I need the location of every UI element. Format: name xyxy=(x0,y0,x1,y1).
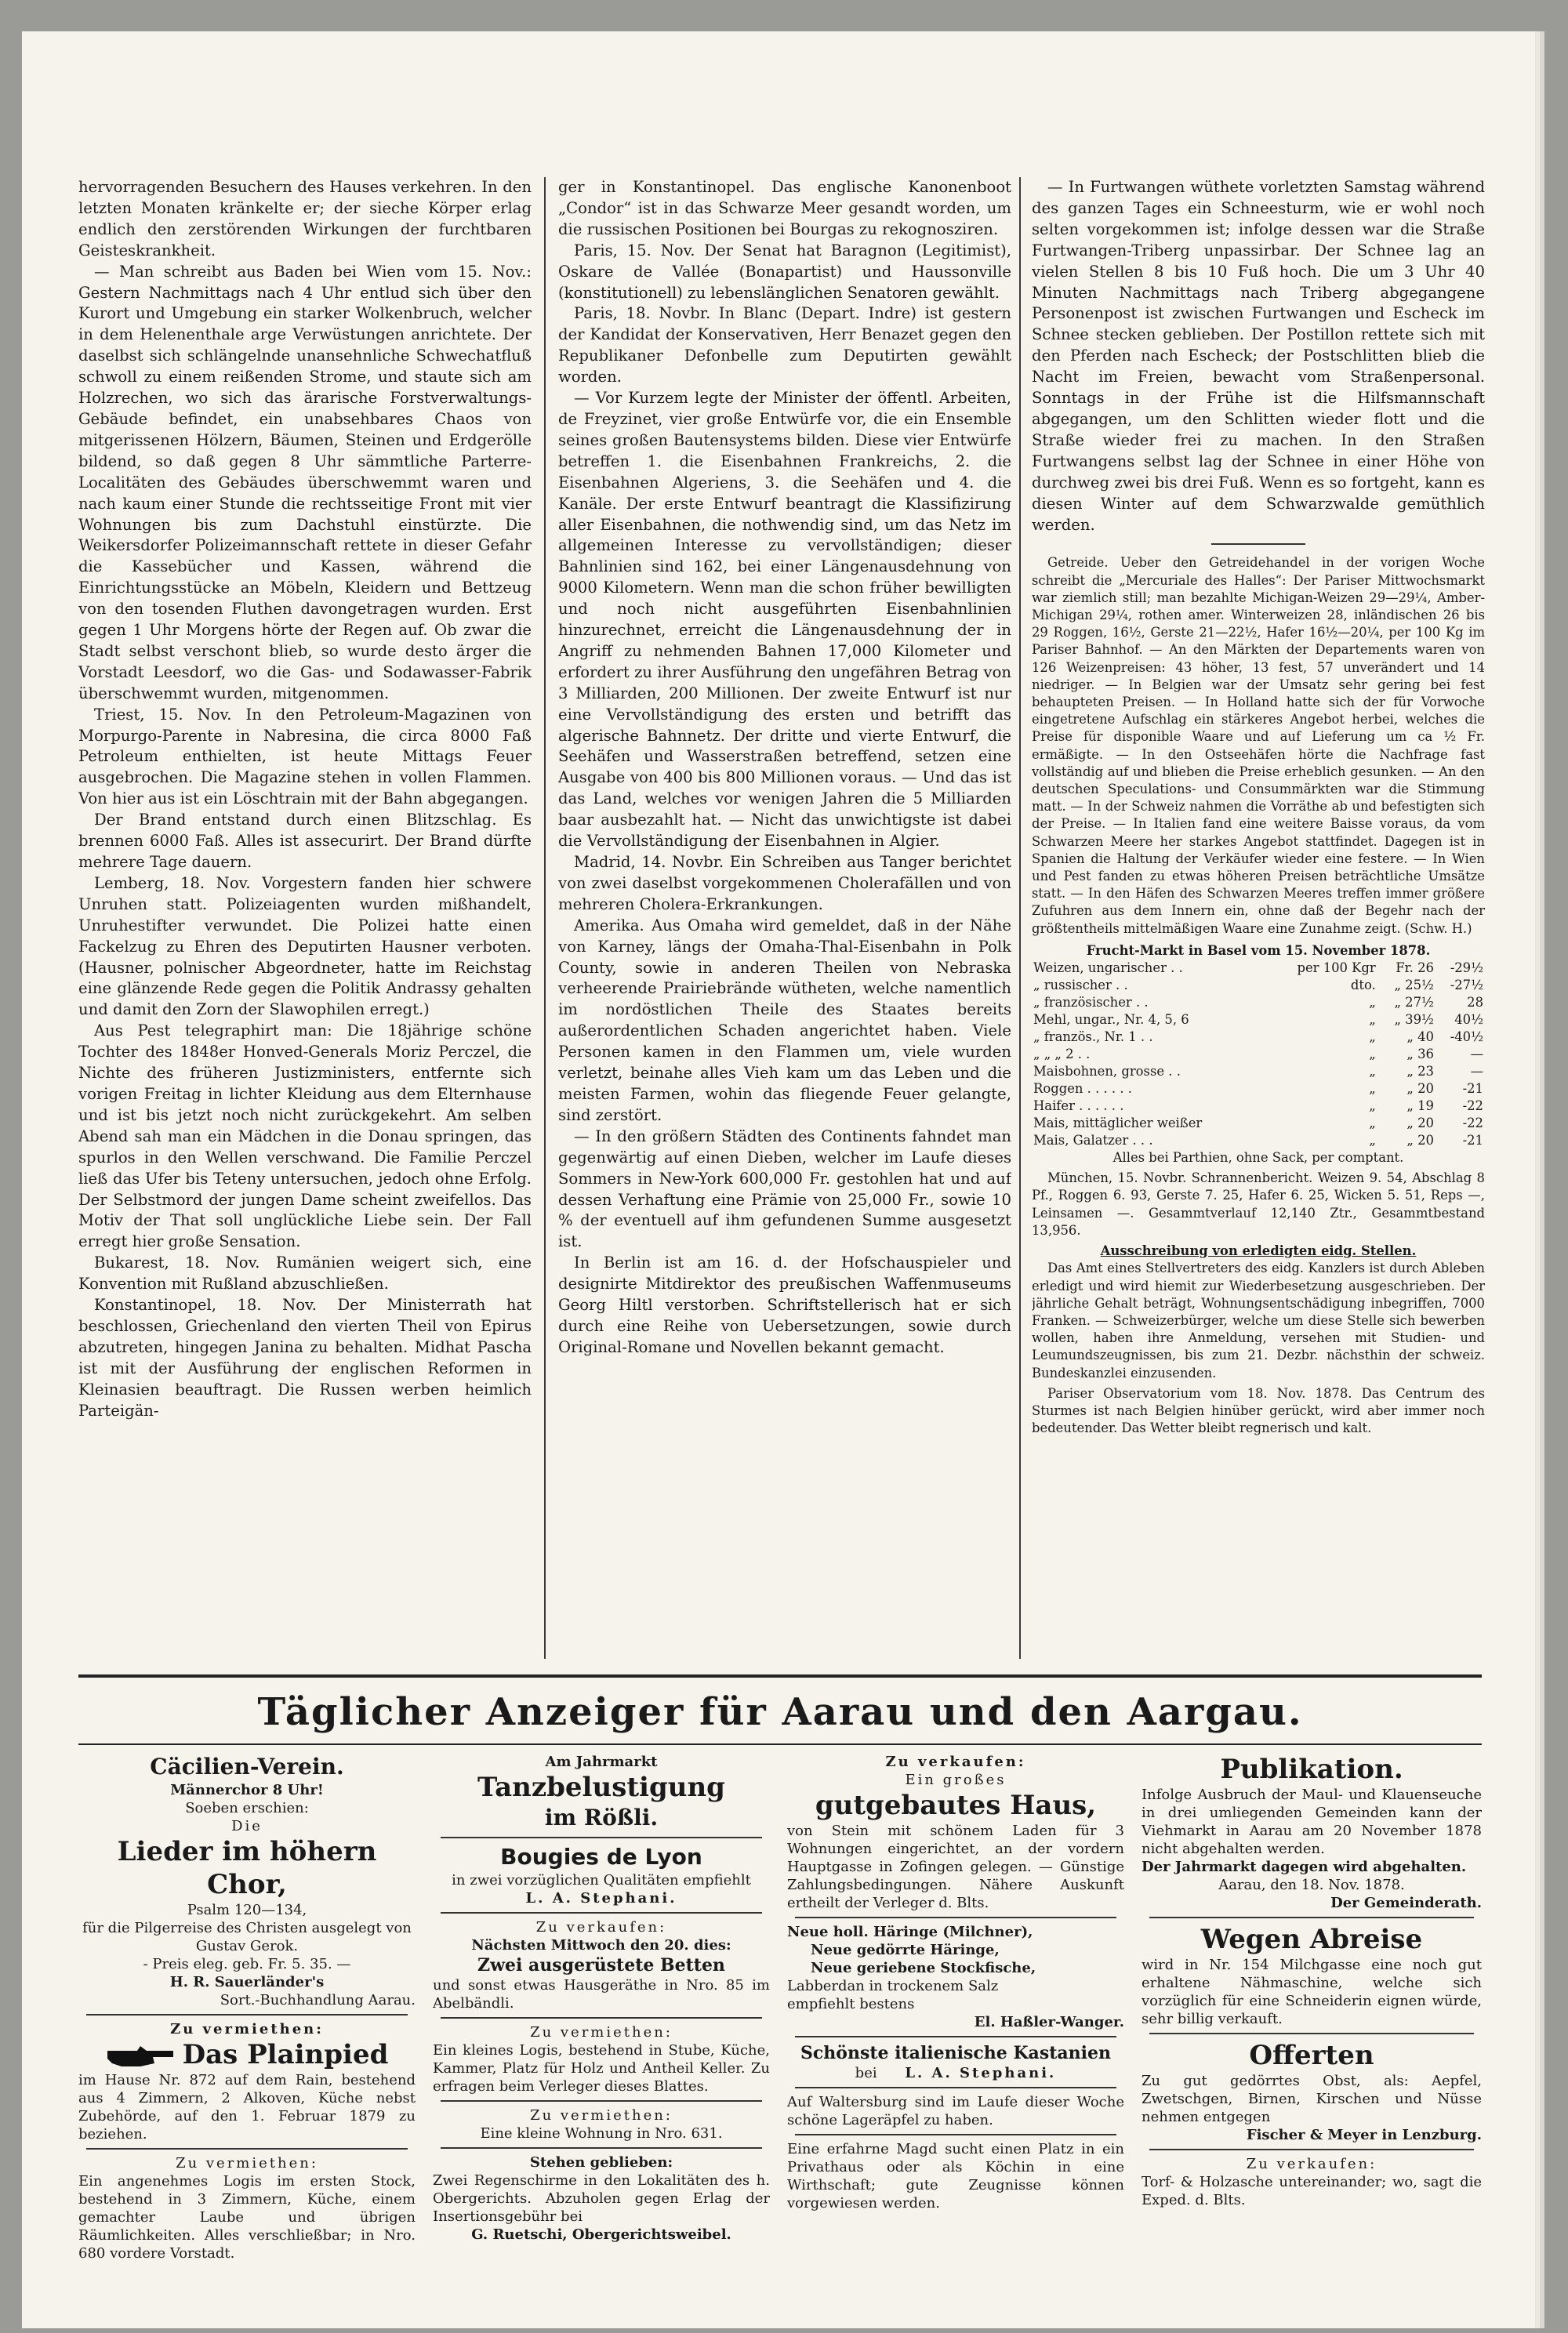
ad-title: Publikation. xyxy=(1220,1754,1403,1785)
market-cell: 40½ xyxy=(1454,1012,1483,1028)
ad-bougies xyxy=(433,1843,770,1907)
ads-column-4 xyxy=(1142,1753,1482,2317)
advertiser-banner: Täglicher Anzeiger für Aarau und den Aargau. xyxy=(257,1690,1303,1734)
col2-paragraph: Madrid, 14. Novbr. Ein Schreiben aus Tanger berichtet von zwei daselbst vorgekommenen Cholerafällen und von mehreren Cholera-Erkrankungen. xyxy=(558,853,1011,913)
ad-title: Wegen Abreise xyxy=(1200,1924,1423,1955)
munich-report: München, 15. Novbr. Schrannenbericht. Weizen 9. 54, Abschlag 8 Pf., Roggen 6. 93, Gerste 7. 25, Hafer 6. 25, Wicken 5. 51, Reps —, Leinsamen —. Gesammtverlauf 12,140 Ztr., Gesammtbestand 13,956. xyxy=(1032,1170,1485,1238)
market-cell: — xyxy=(1470,1064,1483,1079)
market-cell: Weizen, ungarischer . . xyxy=(1033,960,1183,976)
market-table-title: Frucht-Markt in Basel vom 15. November 1878. xyxy=(1086,942,1431,958)
ad-wohnung xyxy=(433,2106,770,2143)
market-cell: -21 xyxy=(1462,1133,1483,1148)
ad-date: Aarau, den 18. Nov. 1878. xyxy=(1218,1877,1405,1893)
ad-line: bei xyxy=(855,2065,877,2081)
market-cell: „ xyxy=(1369,1116,1376,1131)
ad-plainpied xyxy=(78,2020,416,2143)
ad-title: Offerten xyxy=(1249,2040,1374,2071)
newspaper-page xyxy=(22,31,1535,2328)
ad-body: Zwei Regenschirme in den Lokalitäten des h. Obergerichts. Abzuholen gegen Erlag der Insertionsgebühr bei xyxy=(433,2172,770,2225)
market-row xyxy=(1032,1046,1485,1063)
col1-paragraph: Lemberg, 18. Nov. Vorgestern fanden hier schwere Unruhen statt. Polizeiagenten wurden mißhandelt, Unruhestifter verwundet. Die Polizei hatte einen Fackelzug zu Ehren des Deputirten Hausner verboten. (Hausner, polnischer Abgeordneter, hatte im Reichstag eine glänzende Rede gegen die Politik Andrassy gehalten und damit den Zorn der Slawophilen erregt.) xyxy=(78,873,532,1019)
ad-offerten xyxy=(1142,2039,1482,2144)
ad-publikation xyxy=(1142,1753,1482,1912)
news-section xyxy=(78,177,1485,1664)
market-cell: „ 20 xyxy=(1406,1116,1434,1131)
ad-divider xyxy=(1149,2033,1474,2034)
market-note: Alles bei Parthien, ohne Sack, per comptant. xyxy=(1112,1150,1404,1166)
ad-title: Cäcilien-Verein. xyxy=(150,1754,344,1780)
ad-caecilien-verein xyxy=(78,1753,416,2009)
ad-body: von Stein mit schönem Laden für 3 Wohnungen eingerichtet, an der vordern Hauptgasse in Zofingen gelegen. — Günstige Zahlungsbedingungen. Nähere Auskunft ertheilt der Verleger d. Blts. xyxy=(787,1823,1124,1911)
market-cell: -22 xyxy=(1462,1098,1483,1114)
news-column-2 xyxy=(558,177,1011,1664)
market-cell: „ xyxy=(1369,1064,1376,1079)
market-cell: Maisbohnen, grosse . . xyxy=(1033,1064,1181,1079)
ad-body: in zwei vorzüglichen Qualitäten empfiehlt xyxy=(452,1872,751,1889)
market-cell: „ xyxy=(1369,1133,1376,1148)
market-cell: Mehl, ungar., Nr. 4, 5, 6 xyxy=(1033,1012,1189,1028)
ad-lageraepfel xyxy=(787,2093,1124,2129)
ad-torfasche xyxy=(1142,2155,1482,2209)
market-cell: „ 36 xyxy=(1406,1047,1434,1062)
ad-magd xyxy=(787,2140,1124,2212)
market-cell: „ französischer . . xyxy=(1033,995,1149,1010)
ad-sign: Fischer & Meyer in Lenzburg. xyxy=(1246,2127,1482,2143)
ad-abreise xyxy=(1142,1923,1482,2028)
market-cell: „ xyxy=(1369,1081,1376,1097)
market-row xyxy=(1032,1098,1485,1115)
ad-divider xyxy=(441,1912,762,1914)
market-row xyxy=(1032,1029,1485,1046)
col1-paragraph: Bukarest, 18. Nov. Rumänien weigert sich, eine Konvention mit Rußland abzuschließen. xyxy=(78,1254,532,1293)
ad-line: Nächsten Mittwoch den 20. dies: xyxy=(471,1937,731,1954)
ad-body: Ein kleines Logis, bestehend in Stube, Küche, Kammer, Platz für Holz und Antheil Keller. Zu erfragen beim Verleger dieses Blattes. xyxy=(433,2042,770,2095)
market-row xyxy=(1032,977,1485,994)
ad-sign: L. A. Stephani. xyxy=(905,2065,1057,2081)
ad-body: Eine kleine Wohnung in Nro. 631. xyxy=(480,2125,723,2142)
ad-divider xyxy=(441,2017,762,2019)
ad-line: Sort.-Buchhandlung Aarau. xyxy=(220,1992,416,2008)
ad-body: Auf Waltersburg sind im Laufe dieser Woche schöne Lageräpfel zu haben. xyxy=(787,2094,1124,2128)
section-rule xyxy=(78,1743,1482,1745)
ads-column-1 xyxy=(78,1753,416,2317)
job-notice: Das Amt eines Stellvertreters des eidg. Kanzlers ist durch Ableben erledigt und wird hiemit zur Wiederbesetzung ausgeschrieben. Der jährliche Gehalt beträgt, Wohnungsentschädigung inbegriffen, 7000 Franken. — Schweizerbürger, welche um diese Stelle sich bewerben wollen, haben ihre Anmeldung, versehen mit Studien- und Leumundszeugnissen, bis zum 21. Dezbr. nächsthin der schweiz. Bundeskanzlei einzusenden. xyxy=(1032,1261,1485,1381)
ad-subtitle: im Rößli. xyxy=(544,1805,659,1830)
col2-paragraph: — Vor Kurzem legte der Minister der öffentl. Arbeiten, de Freyzinet, vier große Entwürfe vor, die ein Ensemble seines großen Bautensystems bilden. Diese vier Entwürfe betreffen 1. die Eisenbahnen Frankreichs, 2. die Eisenbahnen Algeriens, 3. die Seehäfen und 4. die Kanäle. Der erste Entwurf beantragt die Klassifizirung aller Eisenbahnen, die nothwendig sind, um das Netz im allgemeinen Interesse zu vervollständigen; dieser Bahnlinien sind 162, bei einer Längenausdehnung von 9000 Kilometern. Wenn man die schon früher bewilligten und noch nicht ausgeführten Eisenbahnlinien hinzurechnet, erreicht die Längenausdehnung der in Angriff zu nehmenden Bahnen 17,000 Kilometer und erfordert zu ihrer Ausführung den ungefähren Betrag von 3 Milliarden, 200 Millionen. Der zweite Entwurf ist nur eine Vervollständigung des ersten und betrifft das algerische Bahnnetz. Der dritte und vierte Entwurf, die Seehäfen und Wasserstraßen betreffend, setzen eine Ausgabe von 400 bis 800 Millionen voraus. — Und das ist das Land, welches vor wenigen Jahren die 5 Milliarden baar ausbezahlt hat. — Nicht das unwichtigste ist dabei die Vervollständigung der Eisenbahnen in Algier. xyxy=(558,389,1011,851)
ad-head: Zu vermiethen: xyxy=(176,2155,318,2172)
ad-line: für die Pilgerreise des Christen ausgelegt von Gustav Gerok. xyxy=(82,1920,412,1954)
market-cell: „ xyxy=(1369,1012,1376,1028)
ad-divider xyxy=(795,2134,1116,2135)
col1-paragraph: Aus Pest telegraphirt man: Die 18jährige schöne Tochter des 1848er Honved-Generals Moriz Perczel, die Nichte des früheren Justizministers, entfernte sich vorigen Freitag in lichter Kleidung aus dem Elternhause und ist bis jetzt noch nicht zurückgekehrt. Am selben Abend sah man ein Mädchen in die Donau springen, das spurlos in den Wellen verschwand. Die Familie Perczel ließ das Ufer bis Teteny untersuchen, jedoch ohne Erfolg. Der Selbstmord der jungen Dame scheint zweifellos. Das Motiv der That soll unglückliche Liebe sein. Der Fall erregt hier große Sensation. xyxy=(78,1021,532,1251)
market-row xyxy=(1032,1011,1485,1029)
column-rule xyxy=(1019,177,1021,1659)
ad-sign: L. A. Stephani. xyxy=(525,1890,677,1907)
market-cell: „ französ., Nr. 1 . . xyxy=(1033,1029,1153,1045)
ads-column-2 xyxy=(433,1753,770,2317)
ad-head: Zu vermiethen: xyxy=(530,2107,673,2124)
market-row xyxy=(1032,1080,1485,1098)
ad-body: im Hause Nr. 872 auf dem Rain, bestehend aus 4 Zimmern, 2 Alkoven, Küche nebst Zubehörde, auf den 1. Februar 1879 zu beziehen. xyxy=(78,2072,416,2143)
col2-paragraph: — In den größern Städten des Continents fahndet man gegenwärtig auf einen Dieben, welcher im Laufe dieses Sommers in New-York 600,000 Fr. gestohlen hat und auf dessen Verhaftung eine Prämie von 25,000 Fr., sowie 10 % der eventuell auf ihm gefundenen Summe ausgesetzt ist. xyxy=(558,1127,1011,1251)
ad-sign: El. Haßler-Wanger. xyxy=(974,2014,1124,2030)
col3-paragraph: — In Furtwangen wüthete vorletzten Samstag während des ganzen Tages ein Schneesturm, wie er wohl noch selten vorgekommen ist; infolge dessen war die Straße Furtwangen-Triberg unpassirbar. Der Schnee lag an vielen Stellen 8 bis 10 Fuß hoch. Die um 3 Uhr 40 Minuten Nachmittags nach Triberg abgegangene Personenpost ist zwischen Furtwangen und Escheck im Schnee stecken geblieben. Der Postillon rettete sich mit den Pferden nach Escheck; der Postschlitten blieb die Nacht im Freien, bewacht vom Straßenpersonal. Sonntags in der Frühe ist die Hilfsmannschaft abgegangen, um den Schlitten wieder flott und die Straße wieder frei zu machen. In den Straßen Furtwangens selbst lag der Schnee in einer Höhe von durchweg zwei bis drei Fuß. Wenn es so fortgeht, kann es diesen Winter auf dem Schwarzwalde gemüthlich werden. xyxy=(1032,178,1485,534)
market-cell: -27½ xyxy=(1450,978,1483,993)
ad-divider xyxy=(441,1837,762,1838)
ad-head: Zu verkaufen: xyxy=(535,1919,667,1936)
ad-line: Der Jahrmarkt dagegen wird abgehalten. xyxy=(1142,1859,1467,1875)
ad-body: Eine erfahrne Magd sucht einen Platz in ein Privathaus oder als Köchin in eine Wirthschaft; gute Zeugnisse können vorgewiesen werden. xyxy=(787,2141,1124,2211)
market-row xyxy=(1032,1132,1485,1149)
market-row xyxy=(1032,1115,1485,1132)
section-divider xyxy=(1211,543,1305,545)
ads-section xyxy=(78,1753,1482,2322)
ad-title: Bougies de Lyon xyxy=(500,1844,702,1870)
market-cell: „ xyxy=(1369,1098,1376,1114)
grain-report: Getreide. Ueber den Getreidehandel in der vorigen Woche schreibt die „Mercuriale des Halles“: Der Pariser Mittwochsmarkt war ziemlich still; man bezahlte Michigan-Weizen 29—29¼, Amber-Michigan 29¼, rothen amer. Winterweizen 28, inländischen 26 bis 29 Roggen, 16½, Gerste 21—22½, Hafer 16½—20¼, per 100 Kg im Pariser Bahnhof. — An den Märkten der Departements waren von 126 Weizenpreisen: 43 höher, 13 fest, 57 unverändert und 14 niedriger. — In Belgien war der Umsatz sehr gering bei fest behaupteten Preisen. — In Holland hatte sich der für Vorwoche eingetretene Aufschlag ein stärkeres Angebot herbei, welches die Preise für disponible Waare und auf Lieferung um ca ½ Fr. ermäßigte. — In den Ostseehäfen hörte die Nachfrage fast vollständig auf und blieben die Preise erheblich gesunken. — An den deutschen Speculations- und Consummärkten war die Stimmung matt. — In der Schweiz nahmen die Vorräthe ab und befestigten sich der Preise. — In Italien fand eine weitere Baisse voraus, da vom Schwarzen Meere her starkes Angebot stattfindet. Dagegen ist in Spanien die Haltung der Verkäufer wieder eine festere. — In Wien und Pest fanden zu etwas höheren Preisen beträchtliche Umsätze statt. — In den Häfen des Schwarzen Meeres treffen immer größere Zufuhren aus dem Innern ein, ohne daß der Begehr nach der größtentheils mittelmäßigen Waare eine Zunahme zeigt. (Schw. H.) xyxy=(1032,555,1485,936)
ad-book-title: Lieder im höhern Chor, xyxy=(117,1836,377,1900)
ad-haeringe xyxy=(787,1923,1124,2031)
market-cell: — xyxy=(1470,1047,1483,1062)
ad-divider xyxy=(441,2100,762,2102)
ad-line: Labberdan in trockenem Salz xyxy=(787,1978,999,1994)
market-cell: „ xyxy=(1369,1047,1376,1062)
news-column-3 xyxy=(1032,177,1485,1664)
ad-line: Neue geriebene Stockfische, xyxy=(811,1960,1036,1976)
col1-paragraph: — Man schreibt aus Baden bei Wien vom 15. Nov.: Gestern Nachmittags nach 4 Uhr entlud sich über den Kurort und Umgebung ein starker Wolkenbruch, welcher in dem Helenenthale arge Verwüstungen anrichtete. Der daselbst sich schlängelnde unansehnliche Schwechatfluß schwoll zu einem reißenden Strome, und staute sich am Holzrechen, wo sich das ärarische Forstverwaltungs-Gebäude befindet, ein unabsehbares Chaos von mitgerissenen Hölzern, Bäumen, Steinen und Erdgerölle bildend, so daß gegen 8 Uhr sämmtliche Parterre-Localitäten des Gebäudes überschwemmt waren und nach kaum einer Stunde die rechtsseitige Front mit vier Wohnungen bis zum Dachstuhl einstürzte. Die Weikersdorfer Polizeimannschaft rettete in dieser Gefahr die Kassebücher und Kassen, während die Einrichtungsstücke an Möbeln, Kleidern und Bettzeug von den tosenden Fluthen davongetragen wurden. Erst gegen 1 Uhr Morgens hörte der Regen auf. Ob zwar die Stadt selbst verschont blieb, so wurde desto ärger die Vorstadt Leesdorf, wo die Gas- und Sodawasser-Fabrik überschwemmt wurden, mitgenommen. xyxy=(78,262,532,702)
market-cell: „ 27½ xyxy=(1394,995,1434,1010)
market-cell: Fr. 26 xyxy=(1396,960,1434,976)
job-notice-title: Ausschreibung von erledigten eidg. Stellen. xyxy=(1100,1243,1417,1259)
ad-divider xyxy=(795,2087,1116,2088)
ad-body: Infolge Ausbruch der Maul- und Klauenseuche in drei umliegenden Gemeinden kann der Viehmarkt in Aarau am 20 November 1878 nicht abgehalten werden. xyxy=(1142,1787,1482,1857)
ad-head: Zu vermiethen: xyxy=(530,2024,673,2041)
ad-line: Soeben erschien: xyxy=(185,1800,309,1816)
ad-tanzbelustigung xyxy=(433,1753,770,1832)
ad-divider xyxy=(1149,1917,1474,1918)
col1-paragraph: Der Brand entstand durch einen Blitzschlag. Es brennen 6000 Faß. Alles ist assecurirt. Der Brand dürfte mehrere Tage dauern. xyxy=(78,811,532,871)
col1-paragraph: hervorragenden Besuchern des Hauses verkehren. In den letzten Monaten kränkelte er; der sieche Körper erlag endlich den zerstörenden Wirkungen der furchtbaren Geisteskrankheit. xyxy=(78,178,532,259)
ad-line: Psalm 120—134, xyxy=(187,1902,307,1918)
ad-title: Zwei ausgerüstete Betten xyxy=(477,1955,725,1976)
market-cell: Mais, mittäglicher weißer xyxy=(1033,1116,1203,1131)
ad-body: Zu gut gedörrtes Obst, als: Aepfel, Zwetschgen, Birnen, Kirschen und Nüsse nehmen entgegen xyxy=(1142,2073,1482,2125)
market-cell: per 100 Kgr xyxy=(1297,960,1376,976)
market-cell: „ xyxy=(1369,995,1376,1010)
market-cell: „ 39½ xyxy=(1394,1012,1434,1028)
col1-paragraph: Konstantinopel, 18. Nov. Der Ministerrath hat beschlossen, Griechenland den vierten Theil von Epirus abzutreten, hingegen Janina zu behalten. Midhat Pascha ist mit der Ausführung der englischen Reformen in Kleinasien beauftragt. Die Russen werben heimlich Parteigän- xyxy=(78,1296,532,1420)
ad-head: Zu vermiethen: xyxy=(170,2021,324,2037)
ads-column-3 xyxy=(787,1753,1124,2317)
market-cell: Haifer . . . . . . xyxy=(1033,1098,1124,1114)
ad-haus xyxy=(787,1753,1124,1912)
col2-paragraph: Paris, 18. Novbr. In Blanc (Depart. Indre) ist gestern der Kandidat der Konservativen, Herr Benazet gegen den Republikaner Defonbelle zum Deputirten gewählt worden. xyxy=(558,304,1011,386)
market-cell: „ 20 xyxy=(1406,1133,1434,1148)
ad-pre: Am Jahrmarkt xyxy=(545,1754,658,1770)
ad-divider xyxy=(1149,2149,1474,2150)
ad-body: Torf- & Holzasche untereinander; wo, sagt die Exped. d. Blts. xyxy=(1142,2174,1482,2208)
market-cell: 28 xyxy=(1467,995,1483,1010)
ad-divider xyxy=(86,2014,408,2016)
col2-paragraph: ger in Konstantinopel. Das englische Kanonenboot „Condor“ ist in das Schwarze Meer gesandt worden, um die russischen Positionen bei Bourgas zu rekognosziren. xyxy=(558,178,1011,238)
ad-divider xyxy=(86,2148,408,2150)
ad-sign: Der Gemeinderath. xyxy=(1330,1895,1482,1911)
market-row xyxy=(1032,994,1485,1011)
market-row xyxy=(1032,960,1485,977)
col1-paragraph: Triest, 15. Nov. In den Petroleum-Magazinen von Morpurgo-Parente in Nabresina, die circa 8000 Faß Petroleum enthielten, ist heute Mittags Feuer ausgebrochen. Die Magazine stehen in vollen Flammen. Von hier aus ist ein Löschtrain mit der Bahn abgegangen. xyxy=(78,705,532,808)
ad-title: gutgebautes Haus, xyxy=(815,1790,1097,1821)
pointing-hand-icon xyxy=(106,2043,176,2070)
market-cell: Roggen . . . . . . xyxy=(1033,1081,1132,1097)
market-cell: „ 23 xyxy=(1406,1064,1434,1079)
col2-paragraph: Paris, 15. Nov. Der Senat hat Baragnon (Legitimist), Oskare de Vallée (Bonapartist) und Haussonville (konstitutionell) zu lebenslänglichen Senatoren gewählt. xyxy=(558,241,1011,302)
ad-line: - Preis eleg. geb. Fr. 5. 35. — xyxy=(143,1956,351,1972)
ad-line: Ein großes xyxy=(905,1772,1007,1788)
col2-paragraph: Amerika. Aus Omaha wird gemeldet, daß in der Nähe von Karney, längs der Omaha-Thal-Eisenbahn in Polk County, sowie in anderen Theilen von Nebraska verheerende Prairiebrände wütheten, welche namentlich im nordöstlichen Theile des Staates bereits außerordentlichen Schaden angerichtet haben. Viele Personen kamen in den Flammen um, viele wurden verletzt, beinahe alles Vieh kam um das Leben und die meisten Farmen, wohin das fliegende Feuer gelangte, sind zerstört. xyxy=(558,916,1011,1124)
ad-betten xyxy=(433,1918,770,2012)
ad-publisher: H. R. Sauerländer's xyxy=(169,1974,325,1990)
ad-line: Neue gedörrte Häringe, xyxy=(811,1942,1000,1958)
ad-line: Die xyxy=(231,1818,263,1834)
ad-title: Tanzbelustigung xyxy=(477,1772,725,1803)
market-cell: -40½ xyxy=(1450,1029,1483,1045)
ad-line: empfiehlt bestens xyxy=(787,1996,915,2012)
market-cell: „ russischer . . xyxy=(1033,978,1128,993)
ad-logis-1 xyxy=(78,2154,416,2262)
ad-head: Zu verkaufen: xyxy=(885,1754,1026,1770)
news-column-1 xyxy=(78,177,532,1664)
section-rule xyxy=(78,1674,1482,1678)
market-cell: „ 19 xyxy=(1406,1098,1434,1114)
market-cell: -29½ xyxy=(1450,960,1483,976)
ad-title: Das Plainpied xyxy=(182,2039,389,2070)
ad-logis-2 xyxy=(433,2023,770,2095)
market-cell: „ xyxy=(1369,1029,1376,1045)
ad-kastanien xyxy=(787,2042,1124,2082)
ad-divider xyxy=(441,2147,762,2149)
market-cell: Mais, Galatzer . . . xyxy=(1033,1133,1153,1148)
ad-divider xyxy=(795,1917,1116,1918)
weather-report: Pariser Observatorium vom 18. Nov. 1878. Das Centrum des Sturmes ist nach Belgien hinüber gerückt, wird aber immer noch bedeutender. Das Wetter bleibt regnerisch und kalt. xyxy=(1032,1385,1485,1436)
market-cell: „ 40 xyxy=(1406,1029,1434,1045)
market-cell: „ 25½ xyxy=(1394,978,1434,993)
col2-paragraph: In Berlin ist am 16. d. der Hofschauspieler und designirte Mitdirektor des preußischen Waffenmuseums Georg Hiltl verstorben. Schriftstellerisch hat er sich durch eine Reihe von Uebersetzungen, sowie durch Original-Romane und Novellen bekannt gemacht. xyxy=(558,1254,1011,1356)
market-cell: dto. xyxy=(1350,978,1376,993)
ad-line: Neue holl. Häringe (Milchner), xyxy=(787,1924,1033,1940)
market-cell: „ „ „ 2 . . xyxy=(1033,1047,1091,1062)
ad-regenschirme xyxy=(433,2153,770,2244)
column-rule xyxy=(544,177,546,1659)
ad-divider xyxy=(795,2036,1116,2037)
ad-head: Stehen geblieben: xyxy=(529,2154,673,2171)
ad-body: wird in Nr. 154 Milchgasse eine noch gut erhaltene Nähmaschine, welche sich vorzüglich für eine Schneiderin eignen würde, sehr billig verkauft. xyxy=(1142,1957,1482,2027)
ad-body: Ein angenehmes Logis im ersten Stock, bestehend in 3 Zimmern, Küche, einem gemachter Laube und übrigen Räumlichkeiten. Alles verschließbar; in Nro. 680 vordere Vorstadt. xyxy=(78,2173,416,2262)
ad-body: und sonst etwas Hausgeräthe in Nro. 85 im Abelbändli. xyxy=(433,1977,770,2012)
market-cell: -21 xyxy=(1462,1081,1483,1097)
ad-head: Zu verkaufen: xyxy=(1246,2156,1377,2172)
ad-title: Schönste italienische Kastanien xyxy=(800,2043,1111,2063)
ad-subtitle: Männerchor 8 Uhr! xyxy=(170,1782,324,1798)
market-cell: -22 xyxy=(1462,1116,1483,1131)
market-price-table xyxy=(1032,960,1485,1149)
market-cell: „ 20 xyxy=(1406,1081,1434,1097)
ad-sign: G. Ruetschi, Obergerichtsweibel. xyxy=(471,2226,731,2243)
market-row xyxy=(1032,1063,1485,1080)
